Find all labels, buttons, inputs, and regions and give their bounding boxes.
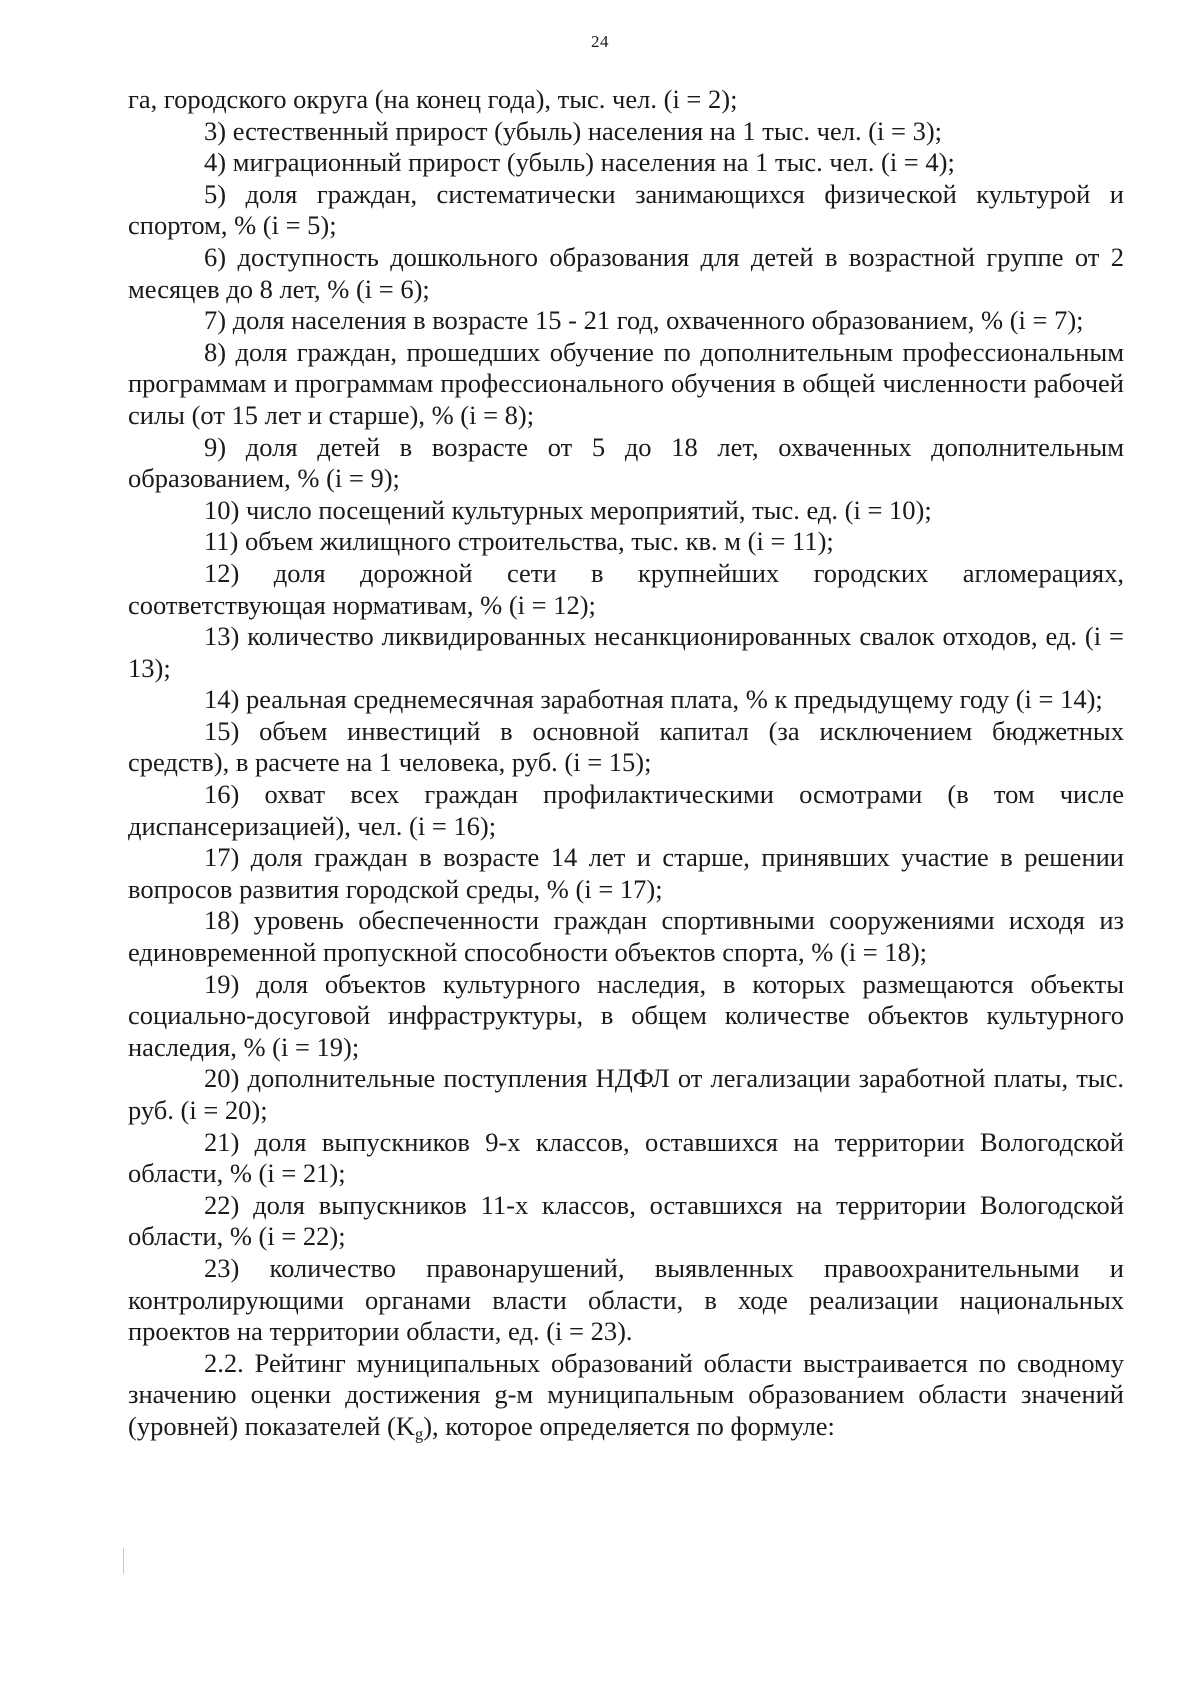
paragraph-item-10: 10) число посещений культурных мероприятий, тыс. ед. (i = 10); bbox=[204, 494, 932, 525]
paragraph-item-12: 12) доля дорожной сети в крупнейших городских агломерациях, соответствующая нормативам, % (i = 12); bbox=[128, 557, 1124, 620]
paragraph-item-8: 8) доля граждан, прошедших обучение по дополнительным профессиональным программам и программам профессионального обучения в общей численности рабочей силы (от 15 лет и старше), % (i = 8); bbox=[128, 336, 1124, 430]
paragraph-item-4: 4) миграционный прирост (убыль) населения на 1 тыс. чел. (i = 4); bbox=[204, 147, 955, 178]
document-body bbox=[128, 84, 1124, 1443]
section-2-2-subscript: g bbox=[414, 1424, 424, 1444]
paragraph-item-18: 18) уровень обеспеченности граждан спортивными сооружениями исходя из единовременной пропускной способности объектов спорта, % (i = 18); bbox=[128, 905, 1124, 968]
margin-mark bbox=[123, 1548, 124, 1574]
paragraph-item-14: 14) реальная среднемесячная заработная плата, % к предыдущему году (i = 14); bbox=[204, 684, 1103, 715]
paragraph-continuation: га, городского округа (на конец года), тыс. чел. (i = 2); bbox=[128, 84, 738, 114]
paragraph-item-20: 20) дополнительные поступления НДФЛ от легализации заработной платы, тыс. руб. (i = 20); bbox=[128, 1063, 1124, 1125]
paragraph-item-21: 21) доля выпускников 9-х классов, оставшихся на территории Вологодской области, % (i = 21); bbox=[128, 1126, 1124, 1189]
paragraph-item-6: 6) доступность дошкольного образования для детей в возрастной группе от 2 месяцев до 8 лет, % (i = 6); bbox=[128, 241, 1124, 304]
section-2-2-text-before: 2.2. Рейтинг муниципальных образований области выстраивается по сводному значению оценки достижения g-м муниципальным образованием области значений (уровней) показателей (K bbox=[128, 1347, 1124, 1441]
paragraph-item-5: 5) доля граждан, систематически занимающихся физической культурой и спортом, % (i = 5); bbox=[128, 178, 1124, 241]
paragraph-item-11: 11) объем жилищного строительства, тыс. кв. м (i = 11); bbox=[204, 526, 834, 557]
paragraph-item-23: 23) количество правонарушений, выявленных правоохранительными и контролирующими органами власти области, в ходе реализации национальных проектов на территории области, ед. (i = 23). bbox=[128, 1252, 1124, 1347]
paragraph-item-13: 13) количество ликвидированных несанкционированных свалок отходов, ед. (i = 13); bbox=[128, 621, 1124, 683]
paragraph-item-7: 7) доля населения в возрасте 15 - 21 год, охваченного образованием, % (i = 7); bbox=[204, 305, 1084, 336]
paragraph-item-17: 17) доля граждан в возрасте 14 лет и старше, принявших участие в решении вопросов развития городской среды, % (i = 17); bbox=[128, 842, 1124, 904]
paragraph-item-19: 19) доля объектов культурного наследия, в которых размещаются объекты социально-досуговой инфраструктуры, в общем количестве объектов культурного наследия, % (i = 19); bbox=[128, 968, 1124, 1062]
section-2-2-text-after: ), которое определяется по формуле: bbox=[423, 1410, 835, 1441]
page-number: 24 bbox=[591, 32, 609, 51]
paragraph-item-3: 3) естественный прирост (убыль) населения на 1 тыс. чел. (i = 3); bbox=[204, 115, 943, 146]
paragraph-item-16: 16) охват всех граждан профилактическими осмотрами (в том числе диспансеризацией), чел. (i = 16); bbox=[128, 779, 1124, 841]
paragraph-item-9: 9) доля детей в возрасте от 5 до 18 лет, охваченных дополнительным образованием, % (i = 9); bbox=[128, 431, 1124, 494]
paragraph-item-22: 22) доля выпускников 11-х классов, оставшихся на территории Вологодской области, % (i = 22); bbox=[128, 1189, 1124, 1252]
paragraph-item-15: 15) объем инвестиций в основной капитал (за исключением бюджетных средств), в расчете на 1 человека, руб. (i = 15); bbox=[128, 715, 1124, 778]
paragraph-section-2-2 bbox=[128, 1348, 1124, 1443]
